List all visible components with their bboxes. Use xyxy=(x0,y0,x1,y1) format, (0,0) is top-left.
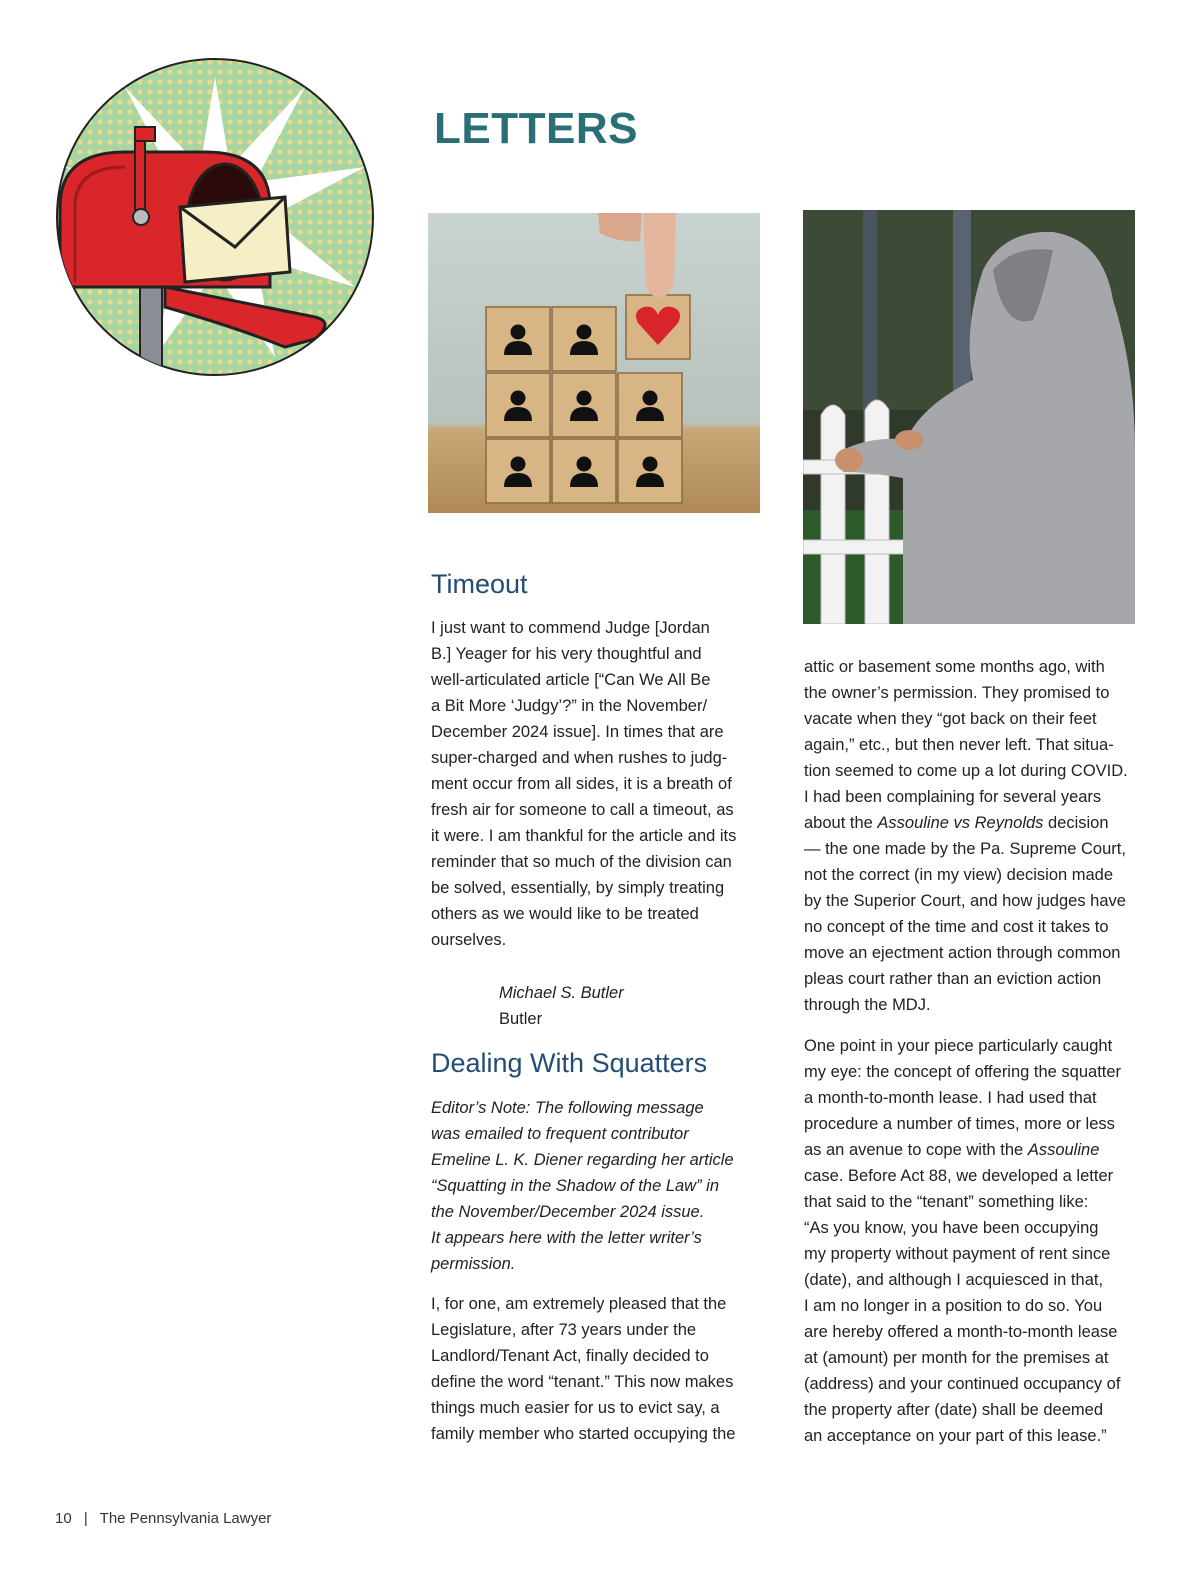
squatters-line: attic or basement some months ago, with xyxy=(804,658,1105,676)
timeout-line: ment occur from all sides, it is a breath of xyxy=(431,775,732,793)
text-run: decision xyxy=(1043,814,1109,832)
squatters-line: “As you know, you have been occupying xyxy=(804,1219,1099,1237)
timeout-line: I just want to commend Judge [Jordan xyxy=(431,619,710,637)
squatters-line: define the word “tenant.” This now makes xyxy=(431,1373,734,1391)
timeout-line: be solved, essentially, by simply treating xyxy=(431,879,725,897)
editor-note-line: the November/December 2024 issue. xyxy=(431,1203,705,1221)
squatters-line: the owner’s permission. They promised to xyxy=(804,684,1110,702)
timeout-line: B.] Yeager for his very thoughtful and xyxy=(431,645,702,663)
timeout-line: it were. I am thankful for the article and its xyxy=(431,827,737,845)
squatters-line: I am no longer in a position to do so. You xyxy=(804,1297,1103,1315)
squatters-line: — the one made by the Pa. Supreme Court, xyxy=(804,840,1126,858)
squatters-line: One point in your piece particularly caught xyxy=(804,1037,1113,1055)
timeout-line: ourselves. xyxy=(431,931,507,949)
squatters-line: my property without payment of rent since xyxy=(804,1245,1111,1263)
squatters-line: (address) and your continued occupancy of xyxy=(804,1375,1121,1393)
editor-note-line: Emeline L. K. Diener regarding her article xyxy=(431,1151,734,1169)
signature-location: Butler xyxy=(499,1010,543,1028)
squatters-line: case. Before Act 88, we developed a letter xyxy=(804,1167,1114,1185)
squatters-line: I, for one, am extremely pleased that the xyxy=(431,1295,727,1313)
timeout-line: a Bit More ‘Judgy’?” in the November/ xyxy=(431,697,708,715)
timeout-signature xyxy=(499,980,624,1032)
editor-note-line: permission. xyxy=(431,1255,516,1273)
mailbox-logo xyxy=(55,57,375,377)
squatters-line: no concept of the time and cost it takes to xyxy=(804,918,1109,936)
squatters-line: that said to the “tenant” something like: xyxy=(804,1193,1089,1211)
squatters-body-col2-p1 xyxy=(804,654,1142,1018)
signature-name: Michael S. Butler xyxy=(499,984,624,1002)
timeout-line: well-articulated article [“Can We All Be xyxy=(431,671,711,689)
squatters-line xyxy=(804,1137,1142,1163)
squatters-line: are hereby offered a month-to-month lease xyxy=(804,1323,1118,1341)
editor-note-line: “Squatting in the Shadow of the Law” in xyxy=(431,1177,720,1195)
editor-note-line: Editor’s Note: The following message xyxy=(431,1099,704,1117)
editor-note xyxy=(431,1095,771,1277)
squatters-line: vacate when they “got back on their feet xyxy=(804,710,1097,728)
page-number: 10 xyxy=(55,1510,72,1527)
squatters-body-col2-p2 xyxy=(804,1033,1142,1449)
timeout-line: super-charged and when rushes to judg- xyxy=(431,749,728,767)
squatters-line: again,” etc., but then never left. That situa- xyxy=(804,736,1114,754)
timeout-line: reminder that so much of the division can xyxy=(431,853,732,871)
squatters-line: my eye: the concept of offering the squatter xyxy=(804,1063,1122,1081)
timeout-line: others as we would like to be treated xyxy=(431,905,699,923)
squatters-body-col1 xyxy=(431,1291,771,1447)
section-title: LETTERS xyxy=(434,104,638,153)
squatters-line: move an ejectment action through common xyxy=(804,944,1121,962)
squatters-line xyxy=(804,810,1142,836)
text-run: about the xyxy=(804,814,878,832)
photo-hoodie-fence xyxy=(803,210,1135,624)
squatters-line: Legislature, after 73 years under the xyxy=(431,1321,697,1339)
squatters-line: Landlord/Tenant Act, finally decided to xyxy=(431,1347,709,1365)
wooden-blocks-heart-photo xyxy=(428,213,760,513)
editor-note-line: It appears here with the letter writer’s xyxy=(431,1229,702,1247)
person-hoodie-fence-photo xyxy=(803,210,1135,624)
squatters-line: at (amount) per month for the premises at xyxy=(804,1349,1109,1367)
page-footer xyxy=(55,1510,271,1527)
squatters-line: tion seemed to come up a lot during COVID. xyxy=(804,762,1128,780)
squatters-line: by the Superior Court, and how judges have xyxy=(804,892,1126,910)
squatters-line: family member who started occupying the xyxy=(431,1425,736,1443)
squatters-line: things much easier for us to evict say, a xyxy=(431,1399,720,1417)
footer-separator: | xyxy=(83,1510,88,1527)
squatters-line: (date), and although I acquiesced in that, xyxy=(804,1271,1104,1289)
heading-squatters: Dealing With Squatters xyxy=(431,1048,708,1078)
heading-timeout: Timeout xyxy=(431,569,528,599)
squatters-line: not the correct (in my view) decision made xyxy=(804,866,1114,884)
squatters-line: I had been complaining for several years xyxy=(804,788,1102,806)
timeout-line: fresh air for someone to call a timeout, as xyxy=(431,801,734,819)
mailbox-icon xyxy=(55,57,375,377)
case-name: Assouline xyxy=(1027,1141,1100,1159)
squatters-line: procedure a number of times, more or less xyxy=(804,1115,1115,1133)
publication-name: The Pennsylvania Lawyer xyxy=(99,1510,272,1527)
squatters-line: an acceptance on your part of this lease.” xyxy=(804,1427,1107,1445)
squatters-line: through the MDJ. xyxy=(804,996,931,1014)
squatters-line: a month-to-month lease. I had used that xyxy=(804,1089,1097,1107)
editor-note-line: was emailed to frequent contributor xyxy=(431,1125,689,1143)
timeout-body xyxy=(431,615,761,953)
case-name: Assouline vs Reynolds xyxy=(877,814,1044,832)
squatters-line: pleas court rather than an eviction action xyxy=(804,970,1102,988)
photo-wooden-blocks xyxy=(428,213,760,513)
squatters-line: the property after (date) shall be deemed xyxy=(804,1401,1104,1419)
timeout-line: December 2024 issue]. In times that are xyxy=(431,723,724,741)
text-run: as an avenue to cope with the xyxy=(804,1141,1028,1159)
